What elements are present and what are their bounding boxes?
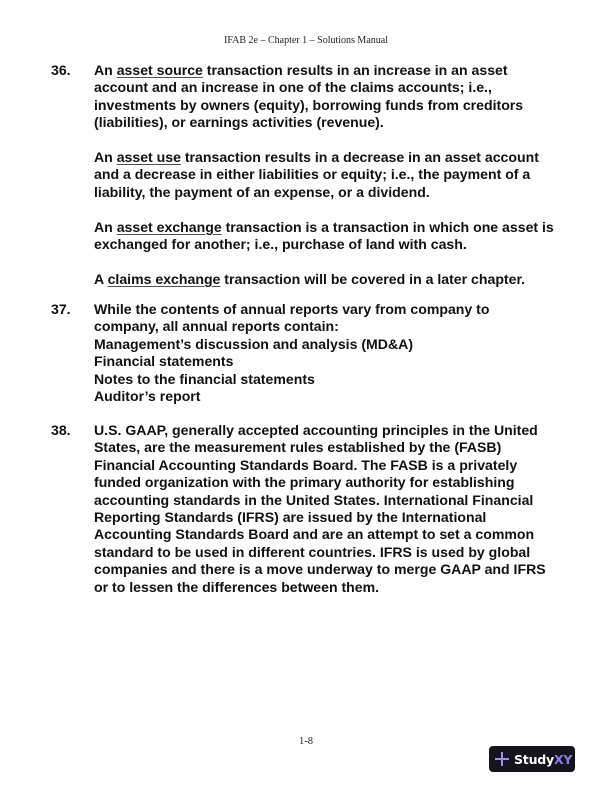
plus-icon	[495, 752, 509, 766]
answer-37	[51, 301, 571, 405]
text-line	[94, 62, 571, 79]
text-line: Reporting Standards (IFRS) are issued by the International	[94, 509, 487, 526]
text-line: and a decrease in either liabilities or equity; i.e., the payment of a	[94, 166, 531, 183]
paragraph-claims-exchange	[94, 271, 571, 288]
paragraph-asset-use	[94, 149, 571, 201]
page-number: 1-8	[299, 736, 313, 747]
text-line	[94, 271, 571, 288]
term-claims-exchange: claims exchange	[107, 270, 221, 287]
text-line: Accounting Standards Board and are an attempt to set a common	[94, 526, 535, 543]
term-asset-exchange: asset exchange	[116, 218, 222, 235]
text-line: Financial Accounting Standards Board. The FASB is a privately	[94, 456, 518, 473]
text-line: U.S. GAAP, generally accepted accounting principles in the United	[94, 422, 538, 438]
paragraph-asset-source	[94, 62, 571, 132]
answer-36	[51, 62, 571, 288]
text-fragment: An	[94, 149, 117, 166]
text-line: While the contents of annual reports vary from company to	[94, 301, 490, 317]
text-line: companies and there is a move underway to merge GAAP and IFRS	[94, 561, 546, 578]
item-number: 37.	[51, 301, 71, 317]
answer-38	[51, 422, 571, 596]
list-item: Financial statements	[94, 353, 234, 370]
text-line: liability, the payment of an expense, or a dividend.	[94, 183, 430, 200]
item-number: 38.	[51, 422, 71, 438]
text-fragment: An	[94, 62, 117, 78]
list-item: Management’s discussion and analysis (MD&A)	[94, 335, 414, 352]
paragraph-asset-exchange	[94, 219, 571, 254]
answer-body	[94, 301, 571, 405]
text-fragment: transaction results in a decrease in an asset account	[180, 149, 539, 166]
text-fragment: An	[94, 218, 117, 235]
text-line: States, are the measurement rules established by the (FASB)	[94, 439, 502, 456]
list-item: Auditor’s report	[94, 388, 201, 405]
page-header: IFAB 2e – Chapter 1 – Solutions Manual	[224, 35, 388, 46]
text-line: account and an increase in one of the claims accounts; i.e.,	[94, 79, 492, 96]
text-line: or to lessen the differences between them.	[94, 578, 380, 595]
text-line	[94, 219, 571, 236]
text-line	[94, 149, 571, 166]
text-fragment: transaction results in an increase in an asset	[202, 62, 508, 78]
text-line: investments by owners (equity), borrowing funds from creditors	[94, 96, 524, 113]
text-line: standard to be used in different countries. IFRS is used by global	[94, 543, 531, 560]
studyxy-badge[interactable]	[489, 746, 575, 772]
list-item: Notes to the financial statements	[94, 370, 315, 387]
brand-name: Study	[514, 751, 554, 767]
text-line: funded organization with the primary authority for establishing	[94, 474, 515, 491]
brand-accent: XY	[553, 751, 573, 767]
text-fragment: transaction will be covered in a later chapter.	[220, 270, 526, 287]
term-asset-use: asset use	[116, 149, 181, 166]
answer-body	[94, 62, 571, 288]
text-line: (liabilities), or earnings activities (revenue).	[94, 114, 384, 131]
text-fragment: A	[94, 270, 108, 287]
answer-body	[94, 422, 571, 596]
text-line: exchanged for another; i.e., purchase of land with cash.	[94, 236, 467, 253]
text-line: company, all annual reports contain:	[94, 318, 339, 335]
brand-logo-text	[514, 752, 572, 767]
text-fragment: transaction is a transaction in which one asset is	[221, 218, 554, 235]
text-line: accounting standards in the United States. International Financial	[94, 491, 534, 508]
item-number: 36.	[51, 62, 71, 78]
term-asset-source: asset source	[116, 62, 203, 78]
